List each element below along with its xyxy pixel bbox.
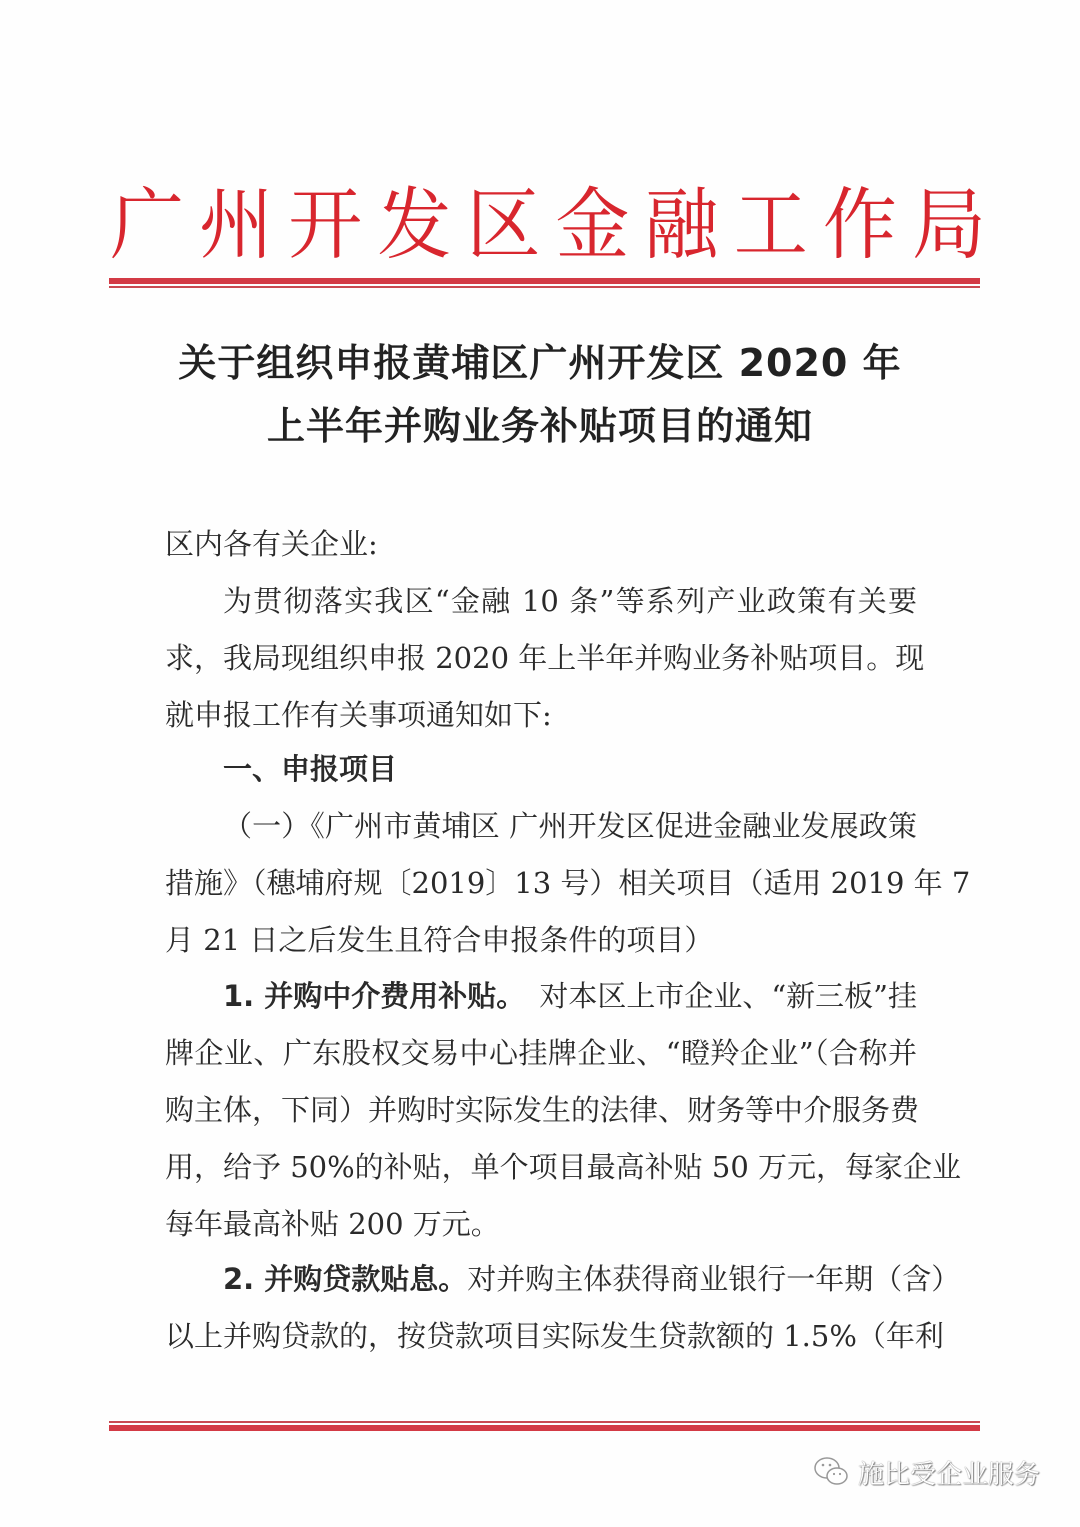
letterhead-char: 区 <box>466 179 541 271</box>
item-1-line: 牌企业、广东股权交易中心挂牌企业、“瞪羚企业”（合称并 <box>165 1036 917 1070</box>
item-2-first-line <box>165 1251 961 1308</box>
item-1-first-line <box>165 968 917 1025</box>
letterhead-char: 局 <box>911 179 986 271</box>
letterhead-char: 州 <box>199 179 274 271</box>
subsection-line: （一）《广州市黄埔区 广州开发区促进金融业发展政策 <box>223 809 917 843</box>
document-title-line-1: 关于组织申报黄埔区广州开发区 2020 年 <box>178 341 902 385</box>
footer-rule-thin <box>109 1421 980 1423</box>
item-1-text: 对本区上市企业、“新三板”挂 <box>539 979 917 1013</box>
letterhead-char: 发 <box>377 179 452 271</box>
header-rule-thick <box>109 278 980 284</box>
org-letterhead <box>108 180 988 270</box>
watermark-text: 施比受企业服务 <box>858 1459 1041 1490</box>
salutation: 区内各有关企业: <box>165 527 378 561</box>
intro-line: 就申报工作有关事项通知如下: <box>165 698 552 732</box>
document-title-line-2: 上半年并购业务补贴项目的通知 <box>266 404 813 448</box>
item-2-text: 对并购主体获得商业银行一年期（含） <box>467 1262 961 1296</box>
item-1-line: 购主体，下同）并购时实际发生的法律、财务等中介服务费 <box>165 1093 920 1127</box>
footer-rule-thick <box>109 1425 980 1431</box>
intro-line: 求，我局现组织申报 2020 年上半年并购业务补贴项目。现 <box>165 641 925 675</box>
watermark <box>812 1452 1040 1492</box>
intro-line: 为贯彻落实我区“金融 10 条”等系列产业政策有关要 <box>223 584 917 618</box>
letterhead-char: 开 <box>288 179 363 271</box>
wechat-icon <box>812 1455 852 1489</box>
item-2-line: 以上并购贷款的，按贷款项目实际发生贷款额的 1.5%（年利 <box>165 1319 944 1353</box>
subsection-line: 月 21 日之后发生且符合申报条件的项目） <box>165 923 714 957</box>
section-heading: 一、申报项目 <box>223 752 398 786</box>
letterhead-char: 融 <box>644 179 719 271</box>
letterhead-char: 工 <box>733 179 808 271</box>
header-rule-thin <box>109 286 980 288</box>
item-1-label: 1. 并购中介费用补贴。 <box>223 979 526 1013</box>
letterhead-char: 作 <box>822 179 897 271</box>
item-1-line: 每年最高补贴 200 万元。 <box>165 1207 500 1241</box>
letterhead-char: 金 <box>555 179 630 271</box>
item-1-line: 用，给予 50%的补贴，单个项目最高补贴 50 万元，每家企业 <box>165 1150 962 1184</box>
item-2-label: 2. 并购贷款贴息。 <box>223 1262 468 1296</box>
letterhead-char: 广 <box>110 179 184 271</box>
subsection-line: 措施》（穗埔府规〔2019〕13 号）相关项目（适用 2019 年 7 <box>165 866 971 900</box>
